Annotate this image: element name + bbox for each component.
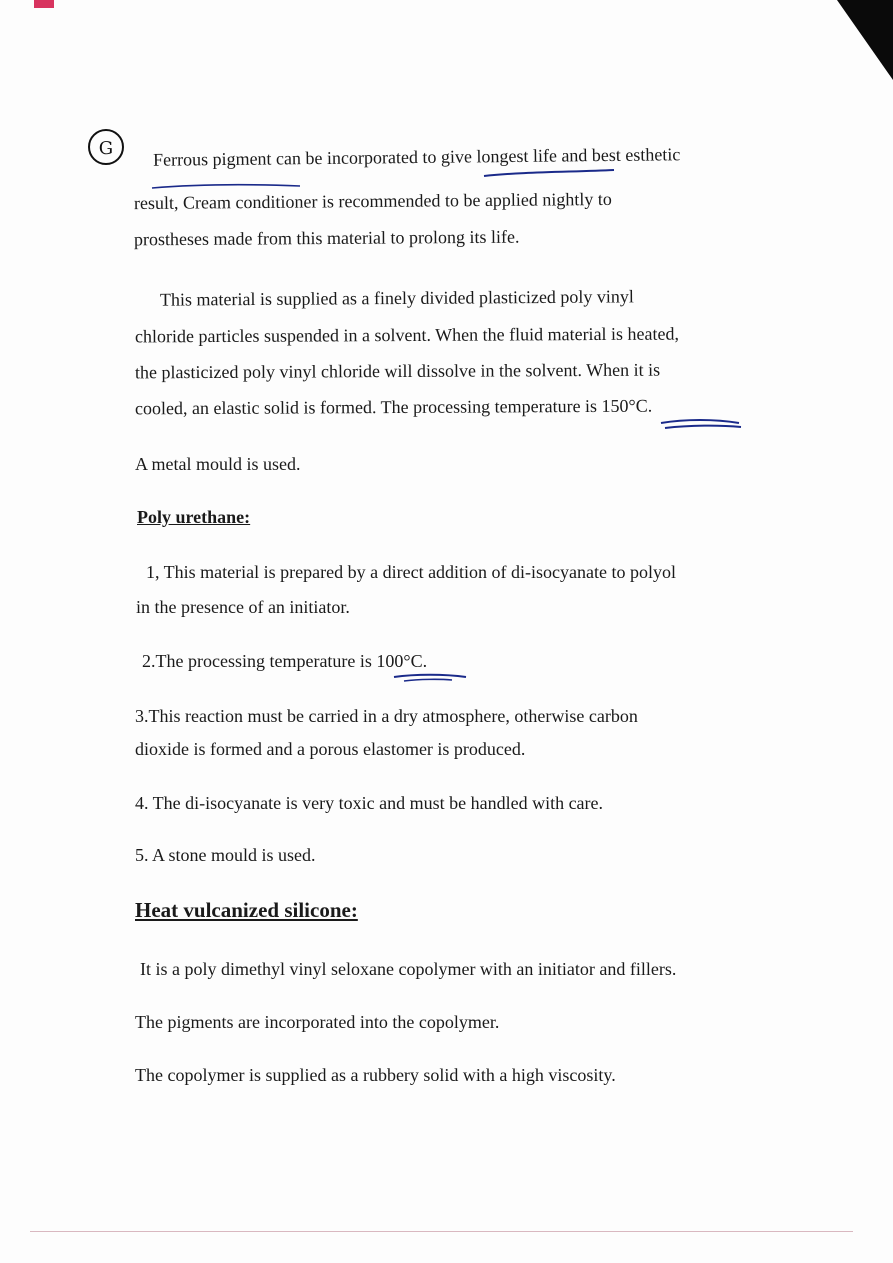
paragraph-2-line-1: This material is supplied as a finely divided plasticized poly vinyl [159,286,634,310]
paragraph-1-line-1: Ferrous pigment can be incorporated to give longest life and best esthetic [152,144,681,170]
silicone-line-1: It is a poly dimethyl vinyl seloxane copolymer with an initiator and fillers. [140,959,677,979]
paragraph-1-line-3: prostheses made from this material to prolong its life. [133,226,520,250]
circled-number-annotation [86,127,126,167]
ink-underline-150c [655,415,755,435]
polyurethane-point-1: 1, This material is prepared by a direct addition of di-isocyanate to polyol [146,562,677,582]
polyurethane-point-4: 4. The di-isocyanate is very toxic and must be handled with care. [135,793,604,813]
folded-corner [837,0,893,80]
polyurethane-point-3: 3.This reaction must be carried in a dry atmosphere, otherwise carbon [135,706,638,726]
red-corner-mark [34,0,54,8]
ink-underline-longest-life [480,164,620,184]
paragraph-2-line-3: the plasticized poly vinyl chloride will dissolve in the solvent. When it is [134,359,661,383]
polyurethane-heading: Poly urethane: [137,507,251,527]
polyurethane-point-1-cont: in the presence of an initiator. [136,597,350,617]
ink-underline-100c [390,669,480,689]
polyurethane-point-5: 5. A stone mould is used. [135,845,316,865]
polyurethane-point-3-cont: dioxide is formed and a porous elastomer is produced. [135,739,526,759]
polyurethane-point-2: 2.The processing temperature is 100°C. [142,651,428,671]
metal-mould-line: A metal mould is used. [135,454,301,474]
circled-label: G [98,138,114,159]
ink-underline-result [150,178,310,194]
silicone-line-3: The copolymer is supplied as a rubbery solid with a high viscosity. [135,1065,616,1085]
silicone-heading: Heat vulcanized silicone: [135,898,358,922]
silicone-line-2: The pigments are incorporated into the copolymer. [135,1012,500,1032]
page-bottom-edge [30,1231,853,1232]
paragraph-1-line-2: result, Cream conditioner is recommended to be applied nightly to [133,188,612,214]
paragraph-2-line-4: cooled, an elastic solid is formed. The processing temperature is 150°C. [134,395,653,419]
paragraph-2-line-2: chloride particles suspended in a solvent. When the fluid material is heated, [134,323,680,347]
